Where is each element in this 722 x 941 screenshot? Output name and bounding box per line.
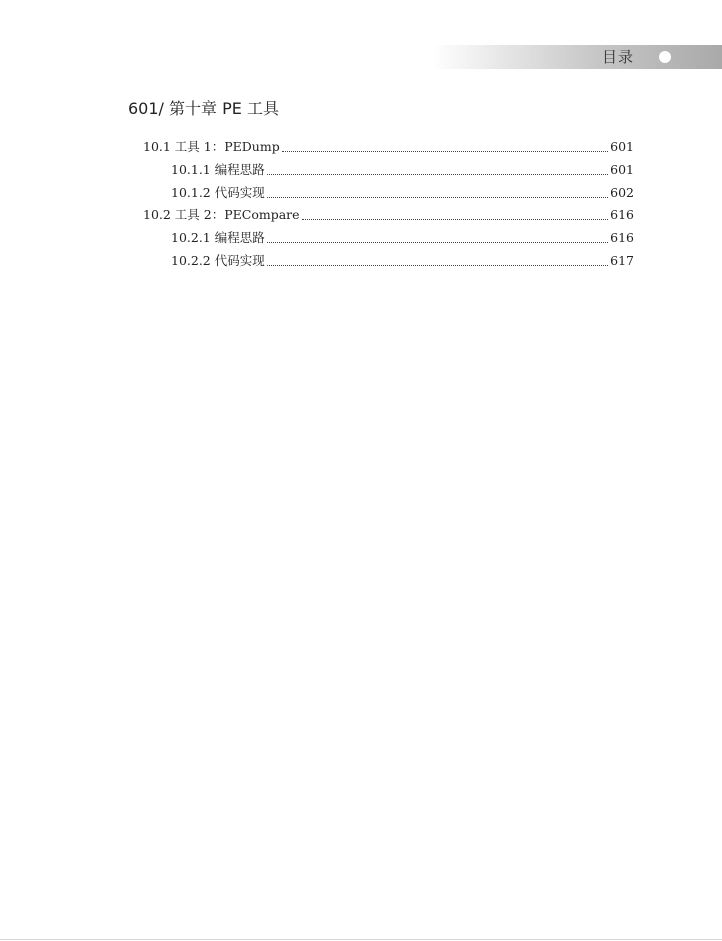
- toc-entry-label: 10.2.1 编程思路: [171, 230, 265, 245]
- bottom-divider: [0, 939, 722, 940]
- header-title: 目录: [602, 48, 635, 66]
- toc-entry-10-1-2[interactable]: [171, 183, 634, 203]
- chapter-title: 601/ 第十章 PE 工具: [128, 99, 279, 118]
- toc-entry-label: 10.1 工具 1：PEDump: [143, 139, 280, 154]
- toc-leader-dots: [267, 264, 608, 266]
- toc-leader-dots: [267, 173, 608, 175]
- toc-entry-label: 10.1.2 代码实现: [171, 185, 265, 200]
- toc-entry-page: 616: [610, 230, 634, 245]
- toc-entry-10-1[interactable]: [143, 137, 634, 157]
- toc-entry-label: 10.2.2 代码实现: [171, 253, 265, 268]
- toc-entry-page: 601: [610, 162, 634, 177]
- toc-entry-label: 10.1.1 编程思路: [171, 162, 265, 177]
- toc-entry-page: 616: [610, 207, 634, 222]
- toc-entry-page: 601: [610, 139, 634, 154]
- toc-leader-dots: [282, 150, 608, 152]
- toc-entry-10-2[interactable]: [143, 205, 634, 225]
- toc-leader-dots: [267, 196, 608, 198]
- toc-entry-page: 602: [610, 185, 634, 200]
- toc-entry-10-2-1[interactable]: [171, 228, 634, 248]
- header-circle-icon: [659, 51, 671, 63]
- toc-leader-dots: [302, 218, 609, 220]
- toc-leader-dots: [267, 241, 608, 243]
- header-bar: [432, 45, 722, 69]
- toc-entry-10-1-1[interactable]: [171, 160, 634, 180]
- toc-entry-label: 10.2 工具 2：PECompare: [143, 207, 300, 222]
- toc-entry-10-2-2[interactable]: [171, 251, 634, 271]
- toc-entry-page: 617: [610, 253, 634, 268]
